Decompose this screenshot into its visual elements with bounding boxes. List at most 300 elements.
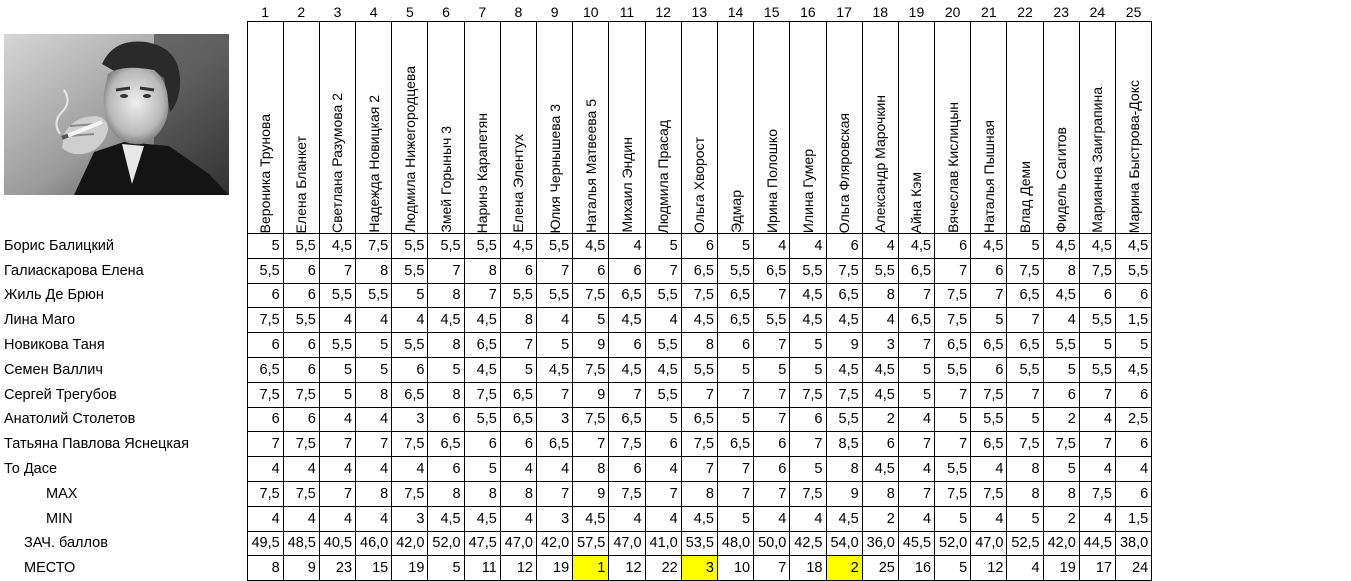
judge-name: Вячеслав Кислицын [944,102,961,233]
judge-name-header [283,22,319,234]
score-cell: 6 [645,432,681,457]
score-cell: 7 [898,432,934,457]
score-cell: 6 [283,258,319,283]
score-cell: 4,5 [609,357,645,382]
row-label: MIN [46,510,73,527]
score-cell: 42,0 [1043,531,1079,556]
judge-number: 15 [763,4,780,20]
score-cell: 7 [645,481,681,506]
score-cell: 6 [754,432,790,457]
judge-number: 6 [442,4,450,20]
score-cell: 4 [319,457,355,482]
score-cell: 5 [1007,234,1043,259]
score-cell: 4 [356,506,392,531]
score-cell: 8 [1007,481,1043,506]
judge-number: 1 [261,4,269,20]
judge-name: Вероника Трунова [257,113,274,233]
score-cell: 7,5 [283,481,319,506]
score-cell: 6,5 [935,333,971,358]
score-cell: 4 [1007,556,1043,581]
table-row [0,481,1152,506]
score-cell: 4 [247,457,283,482]
score-cell: 4 [898,506,934,531]
score-cell: 6 [1079,283,1115,308]
score-cell: 4,5 [862,382,898,407]
score-cell: 5,5 [283,308,319,333]
score-cell: 4 [283,457,319,482]
score-cell: 5,5 [319,283,355,308]
score-cell: 7 [537,481,573,506]
score-cell: 5 [898,382,934,407]
score-cell: 6 [573,258,609,283]
score-cell: 8 [1043,481,1079,506]
score-cell: 4 [754,506,790,531]
score-cell: 4 [609,234,645,259]
score-cell: 5,5 [645,283,681,308]
judge-name-header [609,22,645,234]
score-cell: 6 [500,258,536,283]
score-cell: 7,5 [1079,481,1115,506]
score-cell: 4,5 [464,506,500,531]
score-cell: 7 [935,382,971,407]
score-cell: 16 [898,556,934,581]
score-cell: 7 [898,481,934,506]
judge-number: 2 [297,4,306,20]
score-cell: 7,5 [464,382,500,407]
score-cell: 7,5 [392,481,428,506]
portrait-photo [4,34,229,195]
score-cell: 5 [1007,506,1043,531]
score-cell: 5 [645,407,681,432]
score-cell: 8 [356,382,392,407]
score-cell: 5 [428,556,464,581]
score-cell: 6,5 [681,258,717,283]
score-cell: 5 [1043,357,1079,382]
score-cell: 4,5 [862,457,898,482]
row-label: Лина Маго [4,312,76,329]
score-cell: 7,5 [609,432,645,457]
score-cell: 4 [356,308,392,333]
score-cell: 7,5 [609,481,645,506]
score-cell: 7 [681,457,717,482]
row-label: МЕСТО [24,560,76,577]
row-label: Борис Балицкий [4,237,115,254]
score-cell: 1,5 [1116,308,1152,333]
score-cell: 4 [500,506,536,531]
score-cell: 7,5 [826,258,862,283]
score-cell: 17 [1079,556,1115,581]
score-cell: 7 [898,333,934,358]
score-cell: 6 [428,457,464,482]
score-cell: 2 [1043,506,1079,531]
score-cell: 52,0 [935,531,971,556]
table-row [0,531,1152,556]
score-cell: 5 [428,357,464,382]
score-cell: 7 [537,258,573,283]
score-cell: 18 [790,556,826,581]
row-label: Татьяна Павлова Яснецкая [4,436,189,453]
score-cell: 6 [935,234,971,259]
score-cell: 4,5 [681,308,717,333]
judge-number: 20 [944,4,961,20]
score-cell: 4,5 [573,234,609,259]
table-row [0,382,1152,407]
judge-name-header [428,22,464,234]
score-cell: 4 [1079,506,1115,531]
score-cell: 7 [319,258,355,283]
judge-name: Надежда Новицкая 2 [365,95,382,233]
score-cell: 5 [1079,333,1115,358]
score-cell: 6,5 [681,407,717,432]
score-cell: 7,5 [971,481,1007,506]
judge-name-header [1079,22,1115,234]
score-cell: 4,5 [790,283,826,308]
score-cell: 5 [898,357,934,382]
score-cell: 4 [862,234,898,259]
score-cell: 8 [464,258,500,283]
judge-name-header [862,22,898,234]
score-cell: 7,5 [573,357,609,382]
judge-name-header [500,22,536,234]
judge-number-row [0,0,1152,22]
score-cell: 7 [898,283,934,308]
score-cell: 6 [392,357,428,382]
score-cell: 4,5 [898,234,934,259]
judge-number: 4 [369,4,378,20]
score-cell: 4 [898,457,934,482]
score-cell: 3 [862,333,898,358]
score-cell: 8 [356,481,392,506]
score-cell: 47,0 [971,531,1007,556]
score-cell: 4 [356,407,392,432]
table-row [0,258,1152,283]
score-cell: 5 [717,407,753,432]
score-cell: 6,5 [247,357,283,382]
score-cell: 4 [319,407,355,432]
score-cell: 7 [754,481,790,506]
judge-name-header [464,22,500,234]
score-cell: 6,5 [1007,333,1043,358]
score-cell: 6 [609,457,645,482]
score-cell: 3 [537,407,573,432]
judge-name-header [573,22,609,234]
score-cell: 6,5 [537,432,573,457]
row-label: ЗАЧ. баллов [24,535,108,552]
score-cell: 4 [790,506,826,531]
judge-number: 25 [1125,4,1142,20]
score-cell: 6,5 [717,432,753,457]
score-cell: 9 [573,382,609,407]
judge-name-header [247,22,283,234]
score-cell: 46,0 [356,531,392,556]
score-cell: 4 [1079,407,1115,432]
judge-name: Елена Элентух [510,134,527,233]
score-cell: 5,5 [392,333,428,358]
score-cell: 4 [971,457,1007,482]
score-cell: 2,5 [1116,407,1152,432]
score-cell: 7 [1079,432,1115,457]
score-cell: 9 [826,333,862,358]
score-cell: 4 [283,506,319,531]
score-cell: 4,5 [500,234,536,259]
score-cell: 5,5 [754,308,790,333]
score-cell: 7 [464,283,500,308]
score-cell: 7 [935,432,971,457]
score-cell: 8 [500,481,536,506]
score-cell: 54,0 [826,531,862,556]
score-cell: 7,5 [826,382,862,407]
score-cell: 5,5 [537,234,573,259]
score-cell: 5,5 [971,407,1007,432]
score-cell: 5 [645,234,681,259]
judge-name-header [935,22,971,234]
row-label: Семен Валлич [4,361,103,378]
judge-name: Змей Горыныч 3 [438,126,455,233]
score-cell: 5 [717,234,753,259]
score-cell: 15 [356,556,392,581]
score-cell: 8 [1007,457,1043,482]
score-cell: 7 [1007,308,1043,333]
judge-number: 5 [405,4,414,20]
score-cell: 9 [283,556,319,581]
score-cell: 7,5 [247,481,283,506]
score-cell: 7 [500,333,536,358]
score-cell: 4 [645,457,681,482]
score-cell: 6 [283,333,319,358]
score-cell: 6 [971,357,1007,382]
table-row [0,457,1152,482]
score-cell: 5 [790,457,826,482]
score-cell: 4,5 [1043,234,1079,259]
score-cell: 6 [500,432,536,457]
judge-name: Айна Кэм [908,171,925,233]
score-cell: 24 [1116,556,1152,581]
score-cell: 7 [717,481,753,506]
score-cell: 5,5 [247,258,283,283]
score-cell: 6 [717,333,753,358]
score-cell: 3 [537,506,573,531]
score-cell: 7,5 [573,283,609,308]
judge-name-header [537,22,573,234]
score-cell: 5 [356,333,392,358]
judge-number: 13 [691,4,708,20]
score-cell: 4,5 [428,308,464,333]
row-label: Жиль Де Брюн [4,287,104,304]
score-cell: 4,5 [537,357,573,382]
judge-name: Юлия Чернышева 3 [546,103,563,233]
score-cell: 4,5 [826,506,862,531]
score-cell: 6 [609,258,645,283]
score-cell: 3 [681,556,717,581]
judge-name: Ольга Фляровская [836,112,853,233]
score-cell: 5,5 [500,283,536,308]
score-cell: 4 [500,457,536,482]
score-cell: 7 [754,382,790,407]
score-cell: 5 [500,357,536,382]
score-cell: 5 [1043,457,1079,482]
score-cell: 5,5 [1116,258,1152,283]
score-cell: 12 [971,556,1007,581]
score-cell: 7 [247,432,283,457]
score-cell: 7,5 [971,382,1007,407]
score-cell: 5,5 [464,234,500,259]
score-cell: 7,5 [1043,432,1079,457]
judge-name: Людмила Нижегородцева [401,66,418,233]
judge-number: 7 [478,4,487,20]
score-cell: 4,5 [428,506,464,531]
score-cell: 6 [790,407,826,432]
judge-name-header [645,22,681,234]
score-cell: 9 [826,481,862,506]
score-cell: 4,5 [826,357,862,382]
score-cell: 49,5 [247,531,283,556]
judge-number: 18 [872,4,889,20]
judge-name: Эдмар [727,190,744,233]
score-cell: 7 [681,382,717,407]
score-cell: 6 [1116,481,1152,506]
score-cell: 8 [862,283,898,308]
score-cell: 6,5 [826,283,862,308]
score-cell: 4 [356,457,392,482]
score-cell: 5 [935,556,971,581]
score-cell: 8 [428,283,464,308]
score-cell: 2 [1043,407,1079,432]
score-cell: 5,5 [392,258,428,283]
score-cell: 7 [754,283,790,308]
score-cell: 5 [319,382,355,407]
score-cell: 36,0 [862,531,898,556]
score-cell: 5,5 [645,382,681,407]
score-cell: 19 [392,556,428,581]
score-cell: 6 [826,234,862,259]
judge-number: 24 [1089,4,1106,20]
score-cell: 4 [609,506,645,531]
score-cell: 7 [1007,382,1043,407]
score-cell: 5 [790,357,826,382]
score-cell: 7 [428,258,464,283]
score-cell: 6 [971,258,1007,283]
score-cell: 53,5 [681,531,717,556]
judge-name: Александр Марочкин [872,95,889,233]
score-cell: 1,5 [1116,506,1152,531]
score-cell: 4 [537,457,573,482]
judge-number: 22 [1017,4,1033,20]
table-row [0,407,1152,432]
score-cell: 4,5 [573,506,609,531]
score-cell: 40,5 [319,531,355,556]
score-cell: 7 [754,407,790,432]
score-cell: 6 [428,407,464,432]
judge-name: Михаил Эндин [618,137,635,233]
score-cell: 5 [935,506,971,531]
judge-name: Людмила Прасад [655,119,672,233]
judge-name-header [356,22,392,234]
score-cell: 48,5 [283,531,319,556]
score-cell: 6,5 [500,407,536,432]
score-cell: 4 [790,234,826,259]
score-cell: 4 [392,457,428,482]
score-cell: 38,0 [1116,531,1152,556]
score-cell: 47,0 [609,531,645,556]
score-cell: 6,5 [428,432,464,457]
score-cell: 6 [283,407,319,432]
judge-name: Ольга Хворост [691,136,708,233]
score-cell: 19 [537,556,573,581]
score-cell: 6 [247,333,283,358]
judge-number: 14 [727,4,744,20]
score-cell: 7 [717,382,753,407]
score-cell: 4,5 [1116,357,1152,382]
score-cell: 4,5 [464,357,500,382]
score-cell: 11 [464,556,500,581]
score-cell: 6 [862,432,898,457]
score-cell: 6,5 [609,407,645,432]
row-label: Новикова Таня [4,337,105,354]
score-cell: 4 [1043,308,1079,333]
score-cell: 6 [1116,382,1152,407]
score-cell: 5,5 [537,283,573,308]
score-cell: 47,0 [500,531,536,556]
judge-name: Наринэ Карапетян [474,112,491,233]
score-cell: 41,0 [645,531,681,556]
score-cell: 5,5 [319,333,355,358]
score-cell: 7,5 [247,308,283,333]
score-cell: 5 [392,283,428,308]
score-cell: 4,5 [826,308,862,333]
score-cell: 8,5 [826,432,862,457]
score-cell: 5 [319,357,355,382]
score-cell: 2 [862,407,898,432]
judge-number: 17 [836,4,852,20]
score-cell: 5,5 [428,234,464,259]
score-cell: 3 [392,506,428,531]
score-cell: 4 [971,506,1007,531]
score-cell: 7 [754,333,790,358]
judge-name-header [717,22,753,234]
score-cell: 6 [609,333,645,358]
row-label: Сергей Трегубов [4,386,117,403]
score-cell: 6,5 [717,283,753,308]
table-row [0,308,1152,333]
judge-name-header [319,22,355,234]
judge-number: 19 [908,4,925,20]
score-cell: 8 [464,481,500,506]
score-cell: 4,5 [609,308,645,333]
score-cell: 7,5 [283,382,319,407]
score-cell: 7,5 [790,382,826,407]
score-cell: 4,5 [1043,283,1079,308]
score-cell: 5 [537,333,573,358]
judge-name: Ирина Полошко [763,128,780,233]
score-cell: 44,5 [1079,531,1115,556]
judge-name: Светлана Разумова 2 [329,93,346,233]
score-cell: 8 [428,333,464,358]
score-cell: 7 [609,382,645,407]
score-cell: 7 [717,457,753,482]
score-cell: 5,5 [283,234,319,259]
score-cell: 23 [319,556,355,581]
judge-name-header [754,22,790,234]
score-cell: 6,5 [392,382,428,407]
score-cell: 3 [392,407,428,432]
score-cell: 5,5 [356,283,392,308]
score-cell: 7 [790,432,826,457]
judge-number: 8 [514,4,523,20]
score-cell: 5,5 [1079,357,1115,382]
score-cell: 48,0 [717,531,753,556]
score-cell: 6,5 [898,258,934,283]
score-cell: 5 [971,308,1007,333]
